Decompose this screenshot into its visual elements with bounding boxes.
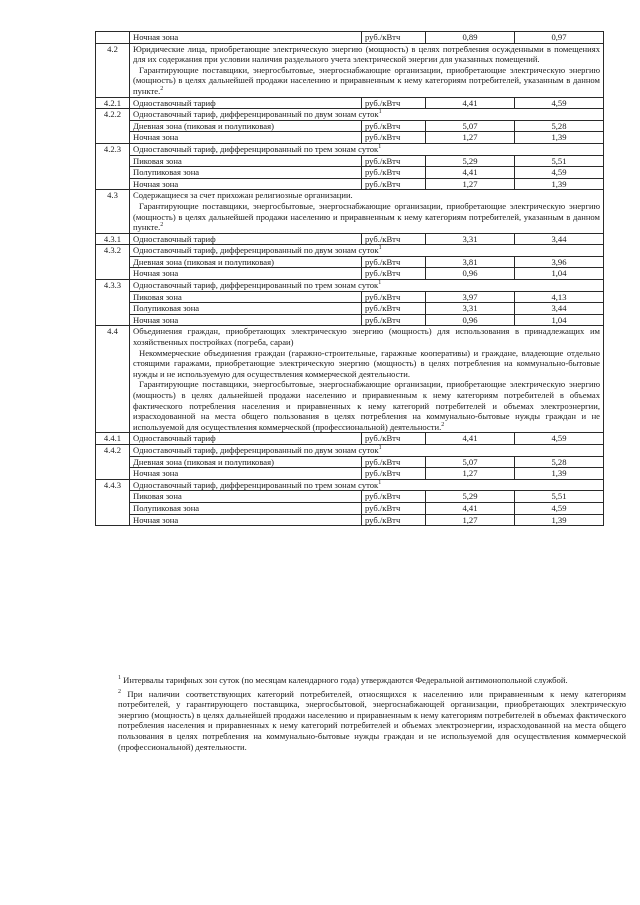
unit-cell: руб./кВтч — [362, 155, 426, 167]
group-description — [130, 43, 604, 97]
footnote-mark: 1 — [118, 675, 121, 682]
table-row — [96, 479, 604, 491]
unit-cell: руб./кВтч — [362, 303, 426, 315]
unit-cell: руб./кВтч — [362, 178, 426, 190]
tariff-value-2: 0,97 — [515, 32, 604, 44]
footnote-1: $^1$ Интервалы тарифных зон суток (по месяцам календарного года) утверждаются Федеральной антимонопольной службой. — [118, 675, 568, 685]
unit-cell: руб./кВтч — [362, 167, 426, 179]
subgroup-title: Одноставочный тариф, дифференцированный по трем зонам суток$^1$ — [130, 143, 604, 155]
table-row — [96, 303, 604, 315]
tariff-value-2: 5,28 — [515, 456, 604, 468]
table-row — [96, 178, 604, 190]
description-paragraph: Некоммерческие объединения граждан (гаражно-строительные, гаражные кооперативы) и граждане, владеющие отдельно стоящими гаражами, приобретающие электрическую энергию (мощность) в целях потребления на коммунально-бытовые нужды и не используемую для осуществления коммерческой деятельности. — [133, 347, 600, 379]
tariff-label: Одноставочный тариф — [130, 233, 362, 245]
table-row — [96, 245, 604, 257]
table-row — [96, 256, 604, 268]
item-number: 4.3 — [96, 190, 130, 233]
footnote-ref: 1 — [378, 280, 382, 287]
tariff-value-1: 3,31 — [426, 233, 515, 245]
item-number: 4.4 — [96, 326, 130, 433]
table-row — [96, 268, 604, 280]
tariff-value-1: 4,41 — [426, 433, 515, 445]
item-number: 4.3.3 — [96, 280, 130, 326]
tariff-value-2: 1,39 — [515, 132, 604, 144]
tariff-value-1: 1,27 — [426, 132, 515, 144]
zone-label: Пиковая зона — [130, 155, 362, 167]
tariff-value-2: 1,39 — [515, 514, 604, 526]
tariff-value-2: 5,51 — [515, 491, 604, 503]
item-number: 4.3.2 — [96, 245, 130, 280]
tariff-value-2: 4,59 — [515, 97, 604, 109]
tariff-value-1: 4,41 — [426, 167, 515, 179]
description-paragraph: Гарантирующие поставщики, энергосбытовые, энергоснабжающие организации, приобретающие электрическую энергию (мощность) в целях дальнейшей продажи населению и приравненным к нему категориям потребителей, указанным в данном пункте.$^2$ — [133, 64, 600, 96]
tariff-value-2: 1,39 — [515, 468, 604, 480]
zone-label: Дневная зона (пиковая и полупиковая) — [130, 120, 362, 132]
tariff-value-1: 0,89 — [426, 32, 515, 44]
tariff-value-1: 5,07 — [426, 456, 515, 468]
tariff-value-2: 1,39 — [515, 178, 604, 190]
table-row — [96, 433, 604, 445]
item-number: 4.2.2 — [96, 109, 130, 144]
unit-cell: руб./кВтч — [362, 456, 426, 468]
unit-cell: руб./кВтч — [362, 433, 426, 445]
table-row — [96, 468, 604, 480]
footnote-2: $^2$ При наличии соответствующих категорий потребителей, относящихся к населению или приравненным к нему категориям потребителей, у гарантирующего поставщика, энергосбытовой, энергоснабжающей организации, приобретающих электрическую энергию (мощность) в целях дальнейшей продажи населению и приравненным к нему категориям потребителей в объемах фактического потребления населения и приравненных к нему категорий потребителей и объемах электроэнергии, израсходованной на места общего пользования в целях потребления на коммунально-бытовые нужды граждан и не используемой для осуществления коммерческой (профессиональной) деятельности. — [118, 688, 626, 752]
item-number: 4.4.1 — [96, 433, 130, 445]
tariff-value-2: 3,44 — [515, 303, 604, 315]
zone-label: Ночная зона — [130, 314, 362, 326]
footnote-mark: 2 — [118, 688, 121, 695]
table-row — [96, 314, 604, 326]
description-paragraph: Юридические лица, приобретающие электрическую энергию (мощность) в целях потребления осужденными в помещениях для их содержания при условии наличия раздельного учета электрической энергии для указанных помещений. — [133, 43, 600, 65]
group-row-4-4 — [96, 326, 604, 433]
subgroup-title: Одноставочный тариф, дифференцированный по трем зонам суток$^1$ — [130, 280, 604, 292]
tariff-value-2: 5,28 — [515, 120, 604, 132]
tariff-value-1: 3,97 — [426, 291, 515, 303]
tariff-value-1: 4,41 — [426, 502, 515, 514]
zone-label: Дневная зона (пиковая и полупиковая) — [130, 456, 362, 468]
zone-label: Пиковая зона — [130, 291, 362, 303]
table-row — [96, 132, 604, 144]
table-row — [96, 97, 604, 109]
tariff-value-2: 4,59 — [515, 502, 604, 514]
table-row — [96, 280, 604, 292]
footnote-ref: 2 — [160, 86, 164, 93]
tariff-value-1: 0,96 — [426, 314, 515, 326]
tariff-value-2: 4,13 — [515, 291, 604, 303]
unit-cell: руб./кВтч — [362, 233, 426, 245]
tariff-value-2: 4,59 — [515, 167, 604, 179]
unit-cell: руб./кВтч — [362, 502, 426, 514]
footnotes — [118, 675, 626, 755]
item-number: 4.4.2 — [96, 444, 130, 479]
table-row — [96, 444, 604, 456]
footnote-ref: 1 — [378, 144, 382, 151]
footnote-ref: 1 — [378, 479, 382, 486]
table-row — [96, 109, 604, 121]
tariff-value-1: 1,27 — [426, 178, 515, 190]
item-number: 4.3.1 — [96, 233, 130, 245]
group-description — [130, 326, 604, 433]
tariff-value-2: 3,44 — [515, 233, 604, 245]
description-paragraph: Гарантирующие поставщики, энергосбытовые, энергоснабжающие организации, приобретающие электрическую энергию (мощность) в целях дальнейшей продажи населению и приравненным к нему категориям потребителей в объемах фактического потребления населения и приравненных к нему категорий потребителей и объемах электроэнергии, израсходованной на места общего пользования в целях потребления на коммунально-бытовые нужды граждан и не используемой для осуществления коммерческой (профессиональной) деятельности.$^2$ — [133, 379, 600, 432]
unit-cell: руб./кВтч — [362, 97, 426, 109]
tariff-value-1: 3,31 — [426, 303, 515, 315]
unit-cell: руб./кВтч — [362, 256, 426, 268]
tariff-value-1: 1,27 — [426, 514, 515, 526]
subgroup-title: Одноставочный тариф, дифференцированный по двум зонам суток$^1$ — [130, 109, 604, 121]
tariff-value-1: 5,07 — [426, 120, 515, 132]
tariff-value-2: 5,51 — [515, 155, 604, 167]
group-description — [130, 190, 604, 233]
zone-label: Ночная зона — [130, 268, 362, 280]
zone-label: Пиковая зона — [130, 491, 362, 503]
table-row — [96, 291, 604, 303]
tariff-value-2: 3,96 — [515, 256, 604, 268]
zone-label: Ночная зона — [130, 514, 362, 526]
table-row — [96, 456, 604, 468]
zone-label: Полупиковая зона — [130, 502, 362, 514]
tariff-value-1: 5,29 — [426, 491, 515, 503]
unit-cell: руб./кВтч — [362, 32, 426, 44]
unit-cell: руб./кВтч — [362, 120, 426, 132]
footnote-ref: 2 — [441, 421, 445, 428]
footnote-ref: 1 — [378, 445, 382, 452]
description-paragraph: Гарантирующие поставщики, энергосбытовые, энергоснабжающие организации, приобретающие электрическую энергию (мощность) в целях дальнейшей продажи населению и приравненным к нему категориям потребителей, указанным в данном пункте.$^2$ — [133, 200, 600, 233]
table-row — [96, 120, 604, 132]
table-row — [96, 32, 604, 44]
tariff-value-2: 1,04 — [515, 268, 604, 280]
tariff-value-1: 0,96 — [426, 268, 515, 280]
zone-label: Ночная зона — [130, 132, 362, 144]
group-row-4-2 — [96, 43, 604, 97]
tariff-table — [95, 31, 604, 526]
table-row — [96, 491, 604, 503]
table-row — [96, 233, 604, 245]
subgroup-title: Одноставочный тариф, дифференцированный по трем зонам суток$^1$ — [130, 479, 604, 491]
group-row-4-3 — [96, 190, 604, 233]
footnote-ref: 2 — [160, 222, 164, 229]
tariff-value-1: 1,27 — [426, 468, 515, 480]
tariff-label: Одноставочный тариф — [130, 97, 362, 109]
zone-label: Ночная зона — [130, 468, 362, 480]
subgroup-title: Одноставочный тариф, дифференцированный по двум зонам суток$^1$ — [130, 245, 604, 257]
item-number: 4.2.3 — [96, 143, 130, 189]
tariff-label: Одноставочный тариф — [130, 433, 362, 445]
unit-cell: руб./кВтч — [362, 514, 426, 526]
unit-cell: руб./кВтч — [362, 268, 426, 280]
footnote-ref: 1 — [378, 109, 382, 116]
table-row — [96, 514, 604, 526]
unit-cell: руб./кВтч — [362, 291, 426, 303]
tariff-value-1: 4,41 — [426, 97, 515, 109]
table-row — [96, 502, 604, 514]
table-row — [96, 167, 604, 179]
footnote-ref: 1 — [378, 245, 382, 252]
subgroup-title: Одноставочный тариф, дифференцированный по двум зонам суток$^1$ — [130, 444, 604, 456]
tariff-value-1: 5,29 — [426, 155, 515, 167]
tariff-value-2: 4,59 — [515, 433, 604, 445]
zone-label: Ночная зона — [130, 178, 362, 190]
description-paragraph: Содержащиеся за счет прихожан религиозные организации. — [133, 190, 353, 201]
table-row — [96, 155, 604, 167]
description-paragraph: Объединения граждан, приобретающих электрическую энергию (мощность) для использования в принадлежащих им хозяйственных постройках (погреба, сараи) — [133, 326, 600, 348]
tariff-value-1: 3,81 — [426, 256, 515, 268]
tariff-value-2: 1,04 — [515, 314, 604, 326]
zone-label: Полупиковая зона — [130, 167, 362, 179]
item-number: 4.2 — [96, 43, 130, 97]
zone-label: Дневная зона (пиковая и полупиковая) — [130, 256, 362, 268]
table-row — [96, 143, 604, 155]
unit-cell: руб./кВтч — [362, 491, 426, 503]
item-number: 4.2.1 — [96, 97, 130, 109]
unit-cell: руб./кВтч — [362, 314, 426, 326]
unit-cell: руб./кВтч — [362, 468, 426, 480]
unit-cell: руб./кВтч — [362, 132, 426, 144]
zone-label: Ночная зона — [130, 32, 362, 44]
item-number: 4.4.3 — [96, 479, 130, 525]
zone-label: Полупиковая зона — [130, 303, 362, 315]
